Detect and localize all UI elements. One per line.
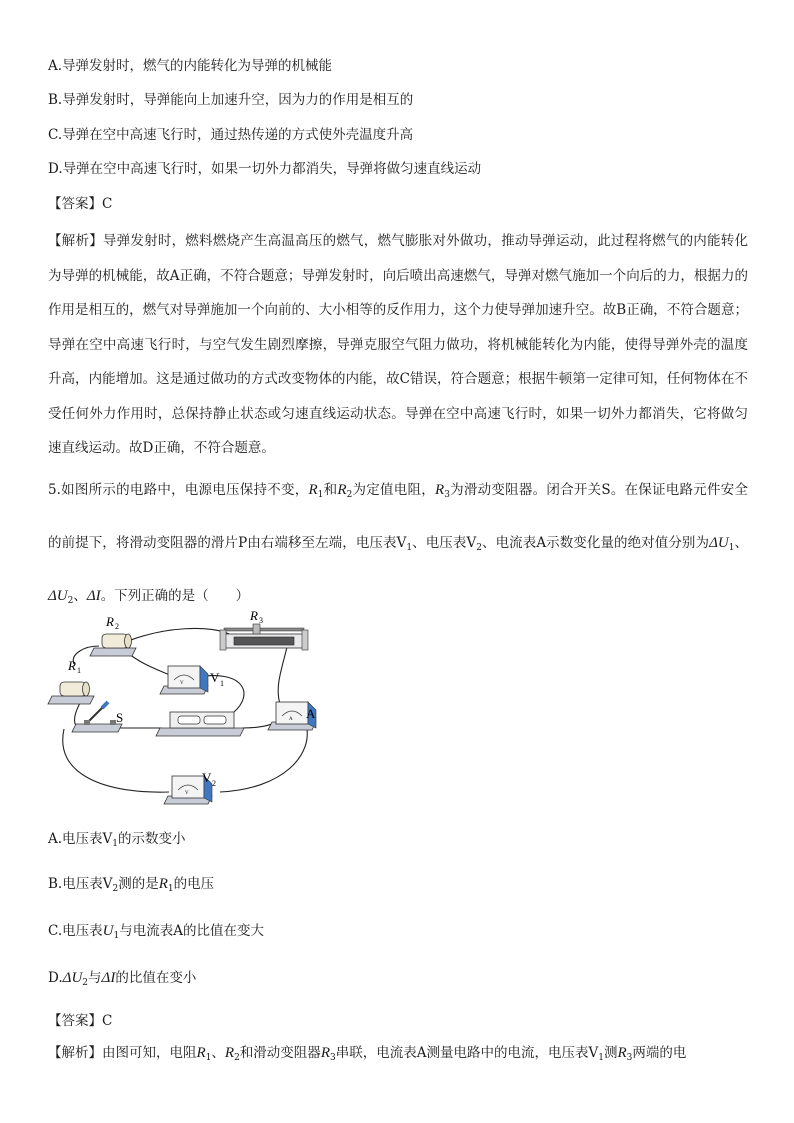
analysis-q4 <box>48 224 748 466</box>
v1-face-label: V <box>180 681 184 686</box>
wire-r2-r3 <box>116 628 229 646</box>
circuit-diagram <box>44 604 334 810</box>
voltmeter-v1 <box>160 666 208 694</box>
option-q4-a: A.导弹发射时，燃气的内能转化为导弹的机械能 <box>48 58 333 74</box>
answer-q5: 【答案】C <box>48 1013 113 1029</box>
wire-s-v2 <box>63 729 169 792</box>
label-r3-sub: 3 <box>259 616 263 625</box>
label-a: A <box>306 706 316 721</box>
answer-q4: 【答案】C <box>48 196 113 212</box>
analysis-q5: 【解析】由图可知，电阻$R_1$、$R_2$和滑动变阻器$R_3$串联，电流表A测量电路中的电流，电压表$V_1$测$R_3$两端的电 <box>48 1045 687 1063</box>
label-r2: R <box>106 614 114 629</box>
battery <box>156 712 244 736</box>
rheostat-r3 <box>220 624 308 650</box>
option-q5-a: A.电压表$V_1$的示数变小 <box>48 831 186 849</box>
analysis-text: 导弹发射时，燃料燃烧产生高温高压的燃气，燃气膨胀对外做功，推动导弹运动，此过程将燃气的内能转化为导弹的机械能，故A正确，不符合题意；导弹发射时，向后喷出高速燃气，导弹对燃气施加一个向后的力，根据力的作用是相互的，燃气对导弹施加一个向前的、大小相等的反作用力，这个力使导弹加速升空。故B正确，不符合题意；导弹在空中高速飞行时，与空气发生剧烈摩擦，导弹克服空气阻力做功，将机械能转化为内能，使得导弹外壳的温度升高，内能增加。这是通过做功的方式改变物体的内能，故C错误，符合题意；根据牛顿第一定律可知，任何物体在不受任何外力作用时，总保持静止状态或匀速直线运动状态。导弹在空中高速飞行时，如果一切外力都消失，它将做匀速直线运动。故D正确，不符合题意。 <box>48 233 749 456</box>
resistor-r2 <box>90 634 136 656</box>
label-v1-sub: 1 <box>220 679 224 688</box>
label-r3: R <box>250 608 258 623</box>
label-v1: V <box>210 670 220 685</box>
analysis-tag: 【解析】 <box>48 233 103 249</box>
option-q4-b: B.导弹发射时，导弹能向上加速升空，因为力的作用是相互的 <box>48 92 414 108</box>
question-5-stem: 5.如图所示的电路中，电源电压保持不变，$R_1$和$R_2$为定值电阻，$R_3$为滑动变阻器。闭合开关S。在保证电路元件安全的前提下，将滑动变阻器的滑片P由右端移至左端，电压表$V_1$、电压表$V_2$、电流表A示数变化量的绝对值分别为$\Delta U_1$、$\Delta U_2$、ΔI。下列正确的是（ ） <box>48 482 749 606</box>
label-r2-sub: 2 <box>115 622 119 631</box>
v2-face-label: V <box>185 791 189 796</box>
label-r1-sub: 1 <box>77 666 81 675</box>
option-q5-c: C.电压表$U_1$与电流表A的比值在变大 <box>48 923 264 941</box>
resistor-r1 <box>48 682 94 704</box>
switch-s <box>72 702 122 732</box>
option-q4-c: C.导弹在空中高速飞行时，通过热传递的方式使外壳温度升高 <box>48 127 414 143</box>
option-q5-d: $D.\Delta U_2$与ΔI的比值在变小 <box>48 970 197 988</box>
option-q5-b: B.电压表$V_2$测的是$R_1$的电压 <box>48 876 215 894</box>
option-q4-d: D.导弹在空中高速飞行时，如果一切外力都消失，导弹将做匀速直线运动 <box>48 161 482 177</box>
label-v2-sub: 2 <box>212 779 216 788</box>
label-v2: V <box>202 770 212 785</box>
label-r1: R <box>68 658 76 673</box>
a-face-label: A <box>289 717 293 722</box>
label-s: S <box>116 710 124 725</box>
